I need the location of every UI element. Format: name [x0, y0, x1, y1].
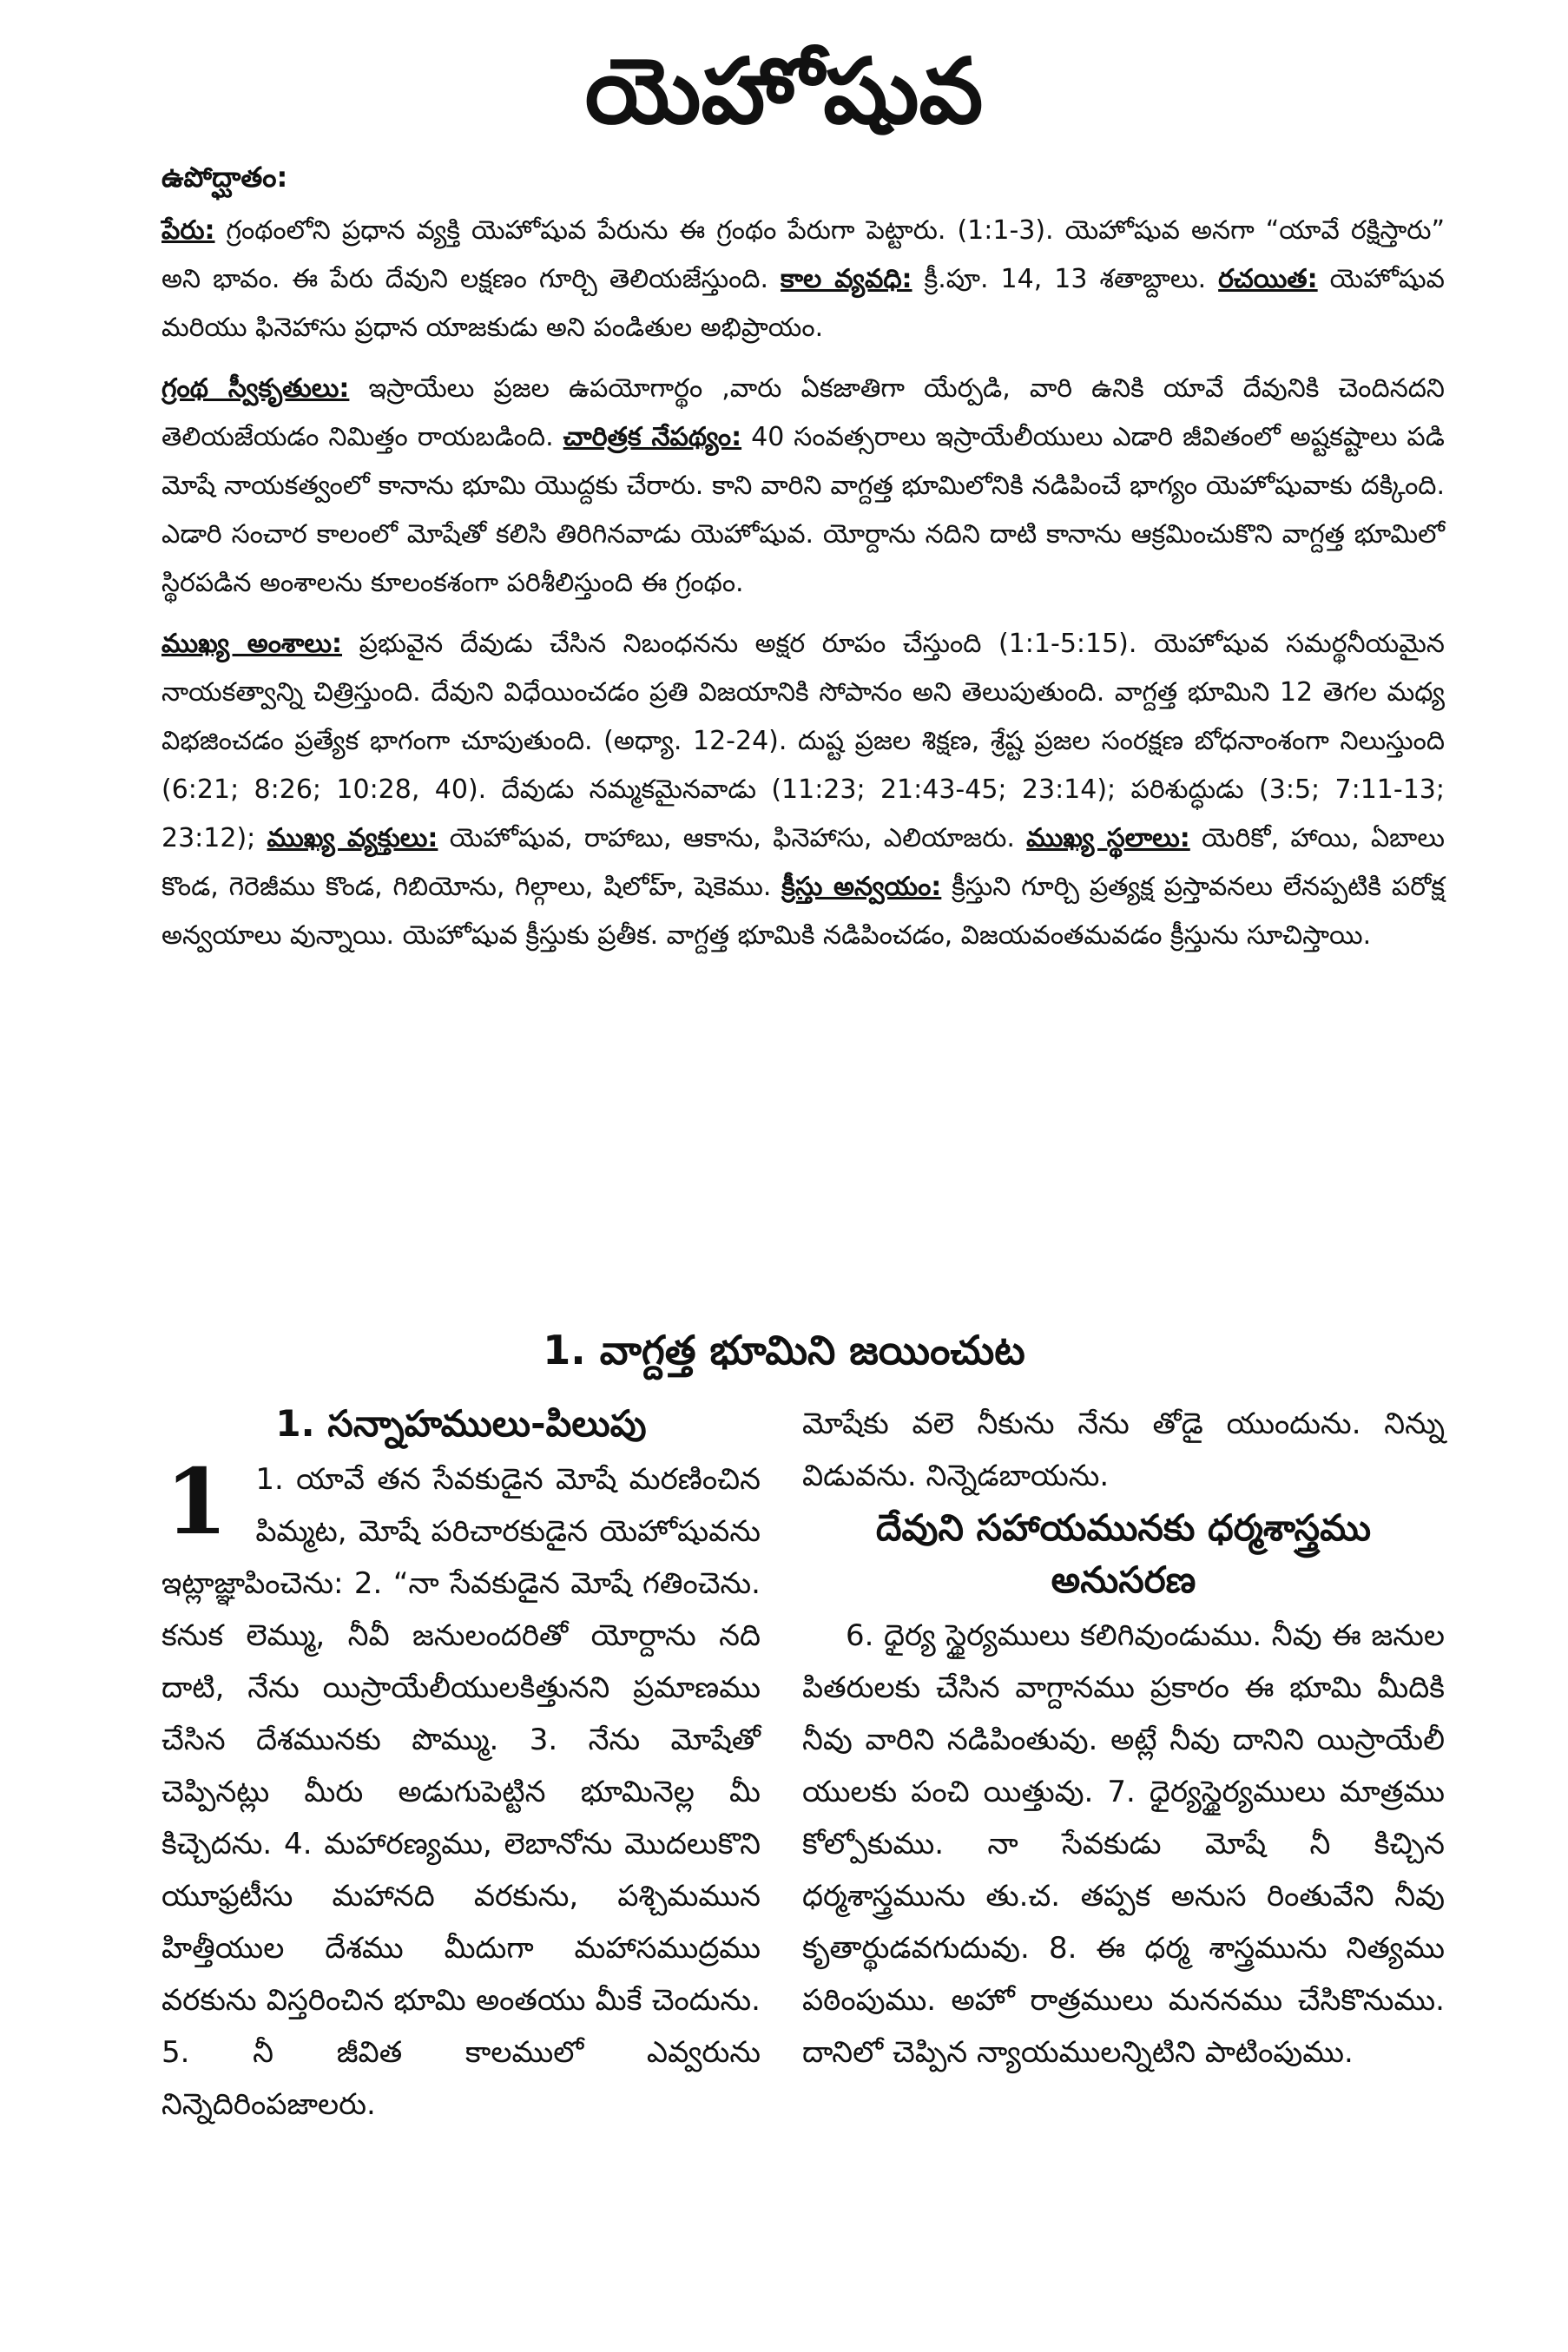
chapter-number: 1 — [165, 1448, 228, 1555]
label-people: ముఖ్య వ్యక్తులు: — [267, 823, 438, 853]
text-author: యెహోషువ మరియు ఫినెహాసు ప్రధాన యాజకుడు అని పండితుల అభిప్రాయం. — [161, 264, 1446, 343]
right-column — [802, 1398, 1445, 2079]
text-recipients: ఇస్రాయేలు ప్రజల ఉపయోగార్థం ,వారు ఏకజాతిగా యేర్పడి, వారి ఉనికి యావే దేవునికి చెందినదని తెలియజేయడం నిమిత్తం రాయబడింది. — [161, 373, 1445, 452]
label-background: చారిత్రక నేపథ్యం: — [563, 422, 742, 452]
text-name: గ్రంథంలోని ప్రధాన వ్యక్తి యెహోషువ పేరును ఈ గ్రంథం పేరుగా పెట్టారు. (1:1-3). యెహోషువ అనగా “యావే రక్షిస్తారు” అని భావం. ఈ పేరు దేవుని లక్షణం గూర్చి తెలియజేస్తుంది. — [161, 215, 1445, 294]
verse-5-continued: మోషేకు వలె నీకును నేను తోడై యుందును. నిన్ను విడువను. నిన్నెడబాయను. — [802, 1407, 1445, 1493]
intro-paragraph-themes — [161, 620, 1445, 960]
book-title: యెహోషువ — [584, 38, 984, 144]
text-christ: క్రీస్తుని గూర్చి ప్రత్యక్ష ప్రస్తావనలు లేనప్పటికి పరోక్ష అన్వయాలు వున్నాయి. యెహోషువ క్రీస్తుకు ప్రతీక. వాగ్దత్త భూమికి నడిపించడం, విజయవంతమవడం క్రీస్తును సూచిస్తాయి. — [161, 872, 1445, 951]
label-period: కాల వ్యవధి: — [781, 264, 912, 294]
left-column-heading: 1. సన్నాహములు-పిలుపు — [275, 1402, 647, 1445]
intro-paragraph-name — [161, 207, 1445, 352]
text-period: క్రీ.పూ. 14, 13 శతాబ్దాలు. — [912, 264, 1219, 294]
label-recipients: గ్రంథ స్వీకృతులు: — [161, 373, 350, 404]
verses-6-8: 6. ధైర్య స్థైర్యములు కలిగివుండుము. నీవు ఈ జనుల పితరులకు చేసిన వాగ్దానము ప్రకారం ఈ భూమి మీదికి నీవు వారిని నడిపింతువు. అట్లే నీవు దానిని యిస్రాయేలీ యులకు పంచి యిత్తువు. 7. ధైర్యస్థైర్యములు మాత్రము కోల్పోకుము. నా సేవకుడు మోషే నీ కిచ్చిన ధర్మశాస్త్రమును తు.చ. తప్పక అనుస రింతువేని నీవు కృతార్థుడవగుదువు. 8. ఈ ధర్మ శాస్త్రమును నిత్యము పఠింపుము. అహో రాత్రములు మననము చేసికొనుము. దానిలో చెప్పిన న్యాయములన్నిటిని పాటింపుము. — [802, 1618, 1445, 2070]
text-themes: ప్రభువైన దేవుడు చేసిన నిబంధనను అక్షర రూపం చేస్తుంది (1:1-5:15). యెహోషువ సమర్థనీయమైన నాయకత్వాన్ని చిత్రిస్తుంది. దేవుని విధేయించడం ప్రతి విజయానికి సోపానం అని తెలుపుతుంది. వాగ్దత్త భూమిని 12 తెగల మధ్య విభజించడం ప్రత్యేక భాగంగా చూపుతుంది. (అధ్యా. 12-24). దుష్ట ప్రజల శిక్షణ, శ్రేష్ట ప్రజల సంరక్షణ బోధనాంశంగా నిలుస్తుంది (6:21; 8:26; 10:28, 40). దేవుడు నమ్మకమైనవాడు (11:23; 21:43-45; 23:14); పరిశుద్ధుడు (3:5; 7:11-13; 23:12); — [161, 629, 1445, 853]
intro-paragraph-recipients — [161, 365, 1445, 608]
label-places: ముఖ్య స్థలాలు: — [1026, 823, 1190, 853]
text-people: యెహోషువ, రాహాబు, ఆకాను, ఫినెహాసు, ఎలియాజరు. — [438, 823, 1027, 853]
introduction — [161, 153, 1445, 972]
section-title: 1. వాగ్దత్త భూమిని జయించుట — [543, 1327, 1025, 1374]
right-column-heading: దేవుని సహాయమునకు ధర్మశాస్త్రము అనుసరణ — [875, 1506, 1372, 1601]
label-themes: ముఖ్య అంశాలు: — [161, 629, 343, 659]
intro-heading: ఉపోద్ఘాతం: — [161, 161, 288, 194]
chapter-1-text — [161, 1448, 761, 2131]
left-column — [161, 1398, 761, 2131]
label-name: పేరు: — [161, 215, 215, 246]
label-author: రచయిత: — [1218, 264, 1318, 294]
text-background: 40 సంవత్సరాలు ఇస్రాయేలీయులు ఎడారి జీవితంలో అష్టకష్టాలు పడి మోషే నాయకత్వంలో కానాను భూమి యొద్దకు చేరారు. కాని వారిని వాగ్దత్త భూమిలోనికి నడిపించే భాగ్యం యెహోషువాకు దక్కింది. ఎడారి సంచార కాలంలో మోషేతో కలిసి తిరిగినవాడు యెహోషువ. యోర్దాను నదిని దాటి కానాను ఆక్రమించుకొని వాగ్దత్త భూమిలో స్థిరపడిన అంశాలను కూలంకశంగా పరిశీలిస్తుంది ఈ గ్రంథం. — [161, 422, 1445, 598]
label-christ: క్రీస్తు అన్వయం: — [781, 872, 942, 902]
text-places: యెరికో, హాయి, ఏబాలు కొండ, గెరెజీము కొండ, గిబియోను, గిల్గాలు, షిలోహ్, షెకెము. — [161, 823, 1445, 902]
verses-1-5: 1. యావే తన సేవకుడైన మోషే మరణించిన పిమ్మట, మోషే పరిచారకుడైన యెహోషువను ఇట్లాజ్ఞాపించెను: 2. “నా సేవకుడైన మోషే గతించెను. కనుక లెమ్ము, నీవీ జనులందరితో యోర్దాను నది దాటి, నేను యిస్రాయేలీయులకిత్తునని ప్రమాణము చేసిన దేశమునకు పొమ్ము. 3. నేను మోషేతో చెప్పినట్లు మీరు అడుగుపెట్టిన భూమినెల్ల మీ కిచ్చెదను. 4. మహారణ్యము, లెబానోను మొదలుకొని యూఫ్రటీసు మహానది వరకును, పశ్చిమమున హిత్తీయుల దేశము మీదుగా మహాసముద్రము వరకును విస్తరించిన భూమి అంతయు మీకే చెందును. 5. నీ జీవిత కాలములో ఎవ్వరును నిన్నెదిరింపజాలరు. — [161, 1462, 761, 2122]
